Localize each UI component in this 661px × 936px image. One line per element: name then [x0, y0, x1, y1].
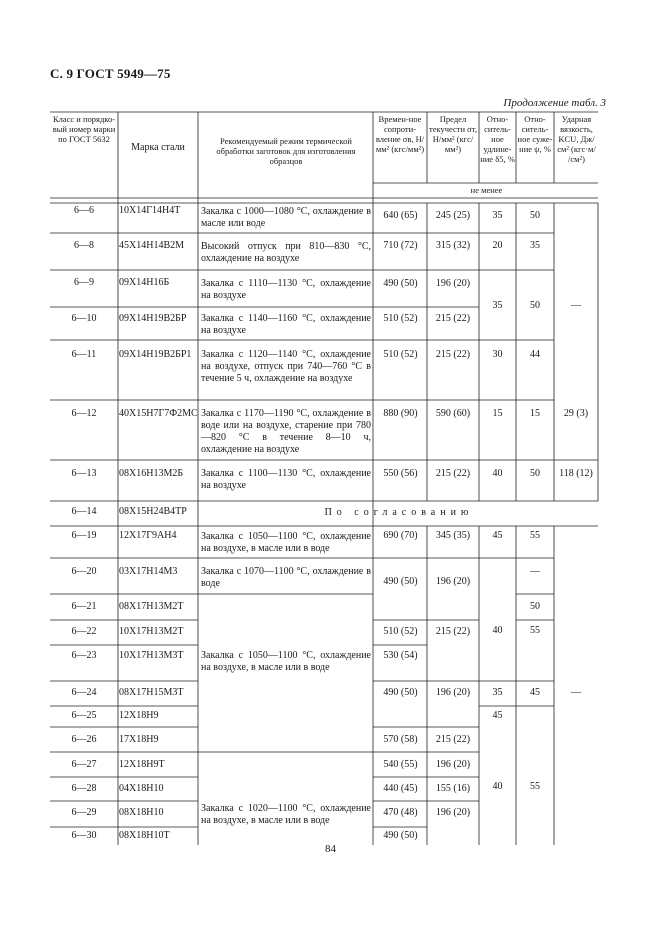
- header-elongation: Отно-ситель-ное удлине-ние δ5, %: [480, 114, 515, 164]
- yield-value: 215 (22): [435, 626, 471, 637]
- yield-value: 215 (22): [435, 313, 471, 324]
- strength-value: 540 (55): [383, 759, 418, 770]
- impact-value: 29 (3): [563, 408, 589, 419]
- strength-value: 470 (48): [383, 807, 418, 818]
- row-number: 6—28: [71, 783, 97, 794]
- elongation-value: 30: [492, 349, 503, 360]
- steel-grade: 08Х17Н15М3Т: [119, 687, 184, 698]
- steel-grade: 08Х18Н10: [119, 807, 164, 818]
- narrowing-value: 55: [530, 625, 540, 636]
- row-number: 6—26: [71, 734, 97, 745]
- steel-grade: 09Х14Н19В2БР: [119, 313, 187, 324]
- steel-grade: 10Х17Н13М3Т: [119, 650, 184, 661]
- elongation-value: 40: [492, 781, 503, 792]
- row-number: 6—29: [71, 807, 97, 818]
- header-yield: Предел текучести σт, Н/мм² (кгс/мм²): [429, 114, 477, 154]
- elongation-value: 20: [492, 240, 503, 251]
- row-number: 6—21: [71, 601, 97, 612]
- steel-grade: 12Х18Н9Т: [119, 759, 165, 770]
- continuation-label: Продолжение табл. 3: [503, 97, 606, 109]
- yield-value: 196 (20): [435, 278, 471, 289]
- steel-grade: 17Х18Н9: [119, 734, 159, 745]
- narrowing-value: 55: [530, 530, 540, 541]
- row-number: 6—25: [71, 710, 97, 721]
- heat-treatment-mode: Закалка с 1170—1190 °С, охлаждение в воде или на воздухе, старение при 780—820 °С в течение 8—10 ч, охлаждение на воздухе: [201, 408, 371, 455]
- header-narrowing: Отно-ситель-ное суже-ние ψ, %: [517, 114, 553, 154]
- elongation-value: 45: [492, 710, 503, 721]
- yield-value: 215 (22): [435, 349, 471, 360]
- steel-grade: 10Х14Г14Н4Т: [119, 205, 181, 216]
- yield-value: 196 (20): [435, 576, 471, 587]
- elongation-value: 40: [492, 468, 503, 479]
- strength-value: 690 (70): [383, 530, 418, 541]
- strength-value: 530 (54): [383, 650, 418, 661]
- header-class: Класс и порядко-вый номер марки по ГОСТ 5632: [52, 114, 116, 144]
- steel-grade: 12Х18Н9: [119, 710, 159, 721]
- impact-value: 118 (12): [559, 468, 593, 479]
- steel-grade: 09Х14Н16Б: [119, 277, 170, 288]
- strength-value: 490 (50): [383, 278, 418, 289]
- yield-value: 155 (16): [435, 783, 471, 794]
- row-number: 6—14: [71, 506, 97, 517]
- elongation-value: 15: [492, 408, 503, 419]
- row-number: 6—10: [71, 313, 97, 324]
- row-number: 6—19: [71, 530, 97, 541]
- row-number: 6—13: [71, 468, 97, 479]
- narrowing-value: 35: [530, 240, 540, 251]
- strength-value: 710 (72): [383, 240, 418, 251]
- steel-grade: 08Х18Н10Т: [119, 830, 170, 841]
- steel-grade: 08Х17Н13М2Т: [119, 601, 184, 612]
- narrowing-value: —: [530, 566, 540, 577]
- row-number: 6—23: [71, 650, 97, 661]
- header-strength: Времен-ное сопроти-вление σв, Н/мм² (кгс/мм²): [375, 114, 425, 154]
- row-number: 6—22: [71, 626, 97, 637]
- strength-value: 570 (58): [383, 734, 418, 745]
- narrowing-value: 50: [530, 210, 540, 221]
- yield-value: 590 (60): [435, 408, 471, 419]
- row-number: 6—20: [71, 566, 97, 577]
- strength-value: 640 (65): [383, 210, 418, 221]
- row-number: 6—24: [71, 687, 97, 698]
- row-number: 6—6: [74, 205, 94, 216]
- steel-grade: 45Х14Н14В2М: [119, 240, 185, 251]
- header-mode: Рекомендуемый режим термической обработки заготовок для изготовления образцов: [216, 136, 356, 166]
- row-number: 6—11: [71, 349, 97, 360]
- header-grade: Марка стали: [131, 142, 185, 153]
- by-agreement-note: По согласованию: [324, 507, 474, 518]
- row-number: 6—12: [71, 408, 97, 419]
- heat-treatment-mode: Закалка с 1140—1160 °С, охлаждение на воздухе: [201, 313, 371, 336]
- row-number: 6—8: [74, 240, 94, 251]
- narrowing-value: 55: [530, 781, 540, 792]
- strength-value: 510 (52): [383, 349, 418, 360]
- yield-value: 345 (35): [435, 530, 471, 541]
- strength-value: 490 (50): [383, 687, 418, 698]
- row-number: 6—27: [71, 759, 97, 770]
- yield-value: 196 (20): [435, 759, 471, 770]
- elongation-value: 35: [492, 300, 503, 311]
- header-impact: Ударная вязкость, KCU, Дж/см² (кгс·м/ /см²): [557, 114, 596, 164]
- narrowing-value: 45: [530, 687, 540, 698]
- heat-treatment-mode: Закалка с 1120—1140 °С, охлаждение на воздухе, отпуск при 740—760 °С в течение 5 ч, охлаждение на воздухе: [201, 349, 371, 384]
- elongation-value: 45: [492, 530, 503, 541]
- yield-value: 196 (20): [435, 687, 471, 698]
- steel-grade: 04Х18Н10: [119, 783, 164, 794]
- strength-value: 440 (45): [383, 783, 418, 794]
- heat-treatment-mode: Высокий отпуск при 810—830 °С, охлаждение на воздухе: [201, 241, 371, 264]
- steel-grade: 12Х17Г9АН4: [119, 530, 177, 541]
- steel-grade: 09Х14Н19В2БР1: [119, 349, 192, 360]
- heat-treatment-mode: Закалка с 1100—1130 °С, охлаждение на воздухе: [201, 468, 371, 491]
- steel-grade: 03Х17Н14М3: [119, 566, 178, 577]
- row-number: 6—30: [71, 830, 97, 841]
- impact-value: —: [571, 687, 581, 698]
- elongation-value: 35: [492, 687, 503, 698]
- narrowing-value: 44: [530, 349, 540, 360]
- heat-treatment-mode: Закалка с 1050—1100 °С, охлаждение на воздухе, в масле или в воде: [201, 650, 371, 673]
- yield-value: 215 (22): [435, 468, 471, 479]
- narrowing-value: 15: [530, 408, 540, 419]
- narrowing-value: 50: [530, 468, 540, 479]
- yield-value: 196 (20): [435, 807, 471, 818]
- yield-value: 215 (22): [435, 734, 471, 745]
- heat-treatment-mode: Закалка с 1050—1100 °С, охлаждение на воздухе, в масле или в воде: [201, 531, 371, 554]
- yield-value: 315 (32): [435, 240, 471, 251]
- strength-value: 510 (52): [383, 313, 418, 324]
- strength-value: 490 (50): [383, 830, 418, 841]
- steel-grade: 10Х17Н13М2Т: [119, 626, 184, 637]
- steel-grade: 40Х15Н7Г7Ф2МС: [119, 408, 198, 419]
- header-not-less: не менее: [470, 185, 503, 195]
- strength-value: 880 (90): [383, 408, 418, 419]
- elongation-value: 35: [492, 210, 503, 221]
- page-header: С. 9 ГОСТ 5949—75: [50, 66, 171, 81]
- impact-value: —: [571, 300, 581, 311]
- heat-treatment-mode: Закалка с 1110—1130 °С, охлаждение на воздухе: [201, 278, 371, 301]
- steel-grade: 08Х15Н24В4ТР: [119, 506, 187, 517]
- strength-value: 550 (56): [383, 468, 418, 479]
- heat-treatment-mode: Закалка с 1000—1080 °С, охлаждение в масле или воде: [201, 206, 371, 229]
- elongation-value: 40: [492, 625, 503, 636]
- heat-treatment-mode: Закалка с 1020—1100 °С, охлаждение на воздухе, в масле или в воде: [201, 803, 371, 826]
- yield-value: 245 (25): [435, 210, 471, 221]
- strength-value: 490 (50): [383, 576, 418, 587]
- row-number: 6—9: [74, 277, 94, 288]
- page-number: 84: [325, 843, 336, 855]
- narrowing-value: 50: [530, 601, 540, 612]
- strength-value: 510 (52): [383, 626, 418, 637]
- heat-treatment-mode: Закалка с 1070—1100 °С, охлаждение в воде: [201, 566, 371, 589]
- narrowing-value: 50: [530, 300, 540, 311]
- steel-grade: 08Х16Н13М2Б: [119, 468, 184, 479]
